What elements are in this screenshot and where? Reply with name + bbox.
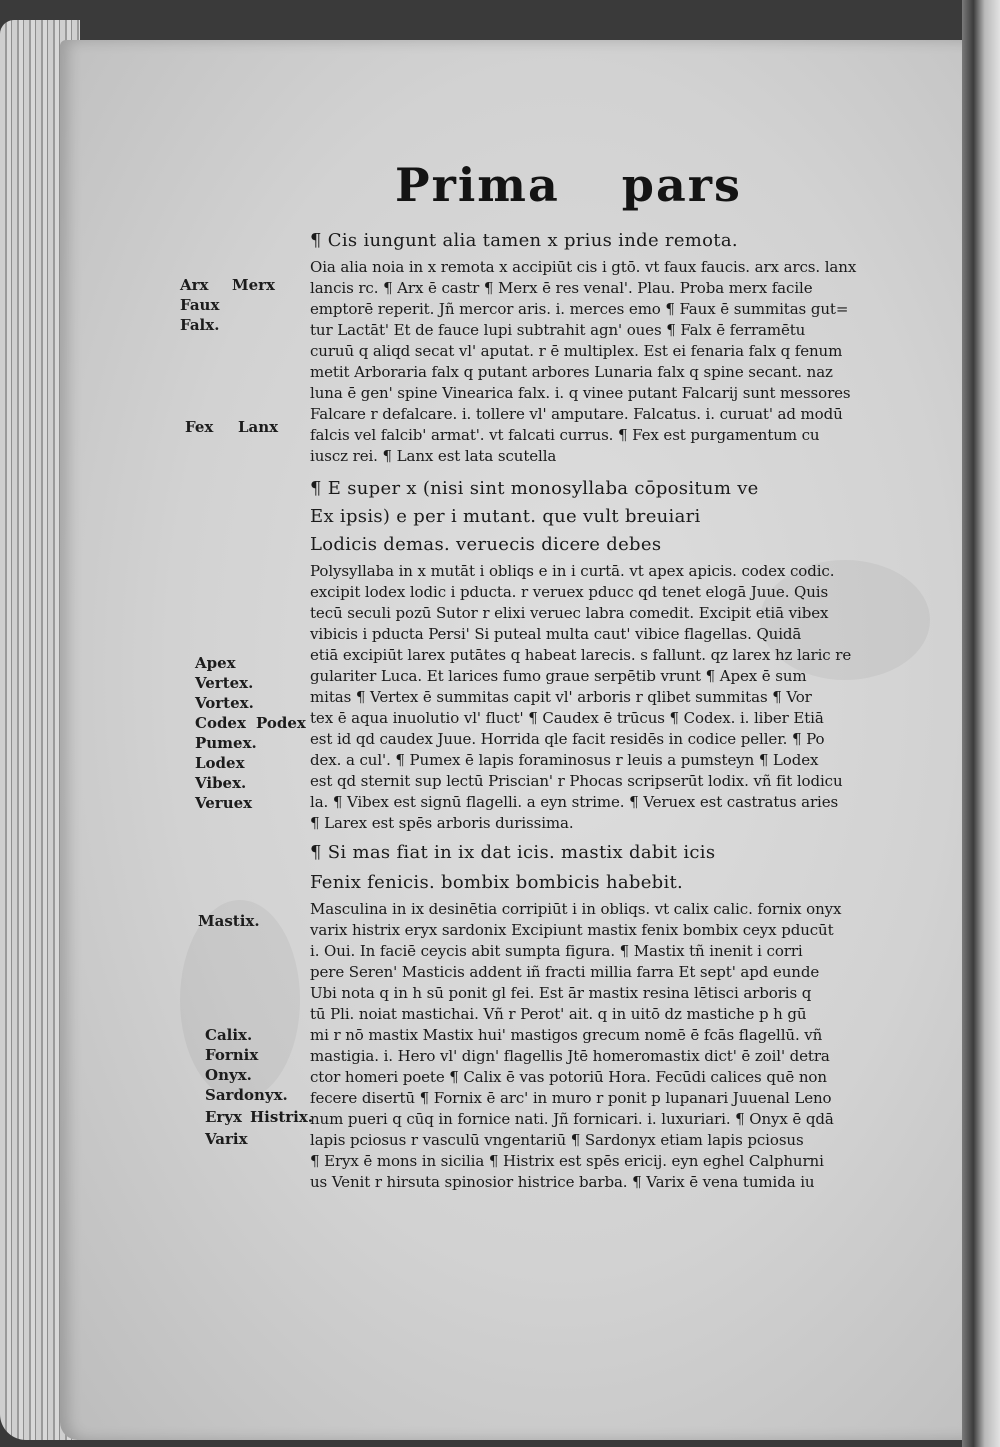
text-line: est id qd caudex Juue. Horrida qle facit residēs in codice peller. ¶ Po <box>310 730 825 748</box>
margin-note: Fornix <box>205 1046 259 1064</box>
text-line: falcis vel falcib' armat'. vt falcati currus. ¶ Fex est purgamentum cu <box>310 426 820 444</box>
margin-note: Veruex <box>195 794 253 812</box>
text-line: fecere disertū ¶ Fornix ē arc' in muro r ponit p lupanari Juuenal Leno <box>310 1089 832 1107</box>
margin-note: Faux <box>180 296 220 314</box>
text-line: vibicis i pducta Persi' Si puteal multa caut' vibice flagellas. Quidā <box>310 625 802 643</box>
margin-note: Calix. <box>205 1026 253 1044</box>
text-line: iuscz rei. ¶ Lanx est lata scutella <box>310 447 557 465</box>
text-line: pere Seren' Masticis addent iñ fracti millia farra Et sept' apd eunde <box>310 963 820 981</box>
margin-note: Mastix. <box>198 912 260 930</box>
margin-note: Merx <box>232 276 275 294</box>
margin-note: Podex <box>256 714 306 732</box>
text-line: la. ¶ Vibex est signū flagelli. a eyn strime. ¶ Veruex est castratus aries <box>310 793 839 811</box>
text-line: Ubi nota q in h sū ponit gl fei. Est ār mastix resina lētisci arboris q <box>310 984 812 1002</box>
margin-note: Pumex. <box>195 734 257 752</box>
text-line: ¶ Si mas fiat in ix dat icis. mastix dabit icis <box>310 842 716 863</box>
text-line: ctor homeri poete ¶ Calix ē vas potoriū Hora. Fecūdi calices quē non <box>310 1068 827 1086</box>
text-line: etiā excipiūt larex putātes q habeat larecis. s fallunt. qz larex hz laric re <box>310 646 852 664</box>
text-line: Polysyllaba in x mutāt i obliqs e in i curtā. vt apex apicis. codex codic. <box>310 562 835 580</box>
text-line: est qd sternit sup lectū Priscian' r Phocas scripserūt lodix. vñ fit lodicu <box>310 772 843 790</box>
text-line: ¶ Cis iungunt alia tamen x prius inde remota. <box>310 230 738 251</box>
text-line: lancis rc. ¶ Arx ē castr ¶ Merx ē res venal'. Plau. Proba merx facile <box>310 279 813 297</box>
text-line: gulariter Luca. Et larices fumo graue serpētib vrunt ¶ Apex ē sum <box>310 667 807 685</box>
text-line: mitas ¶ Vertex ē summitas capit vl' arboris r qlibet summitas ¶ Vor <box>310 688 812 706</box>
text-line: ¶ Eryx ē mons in sicilia ¶ Histrix est spēs ericij. eyn eghel Calphurni <box>310 1152 824 1170</box>
margin-note: Eryx <box>205 1108 242 1126</box>
text-line: Ex ipsis) e per i mutant. que vult breuiari <box>310 506 701 527</box>
text-line: ¶ Larex est spēs arboris durissima. <box>310 814 574 832</box>
margin-note: Lodex <box>195 754 245 772</box>
text-line: tur Lactāt' Et de fauce lupi subtrahit agn' oues ¶ Falx ē ferramētu <box>310 321 806 339</box>
text-line: lapis pciosus r vasculū vngentariū ¶ Sardonyx etiam lapis pciosus <box>310 1131 804 1149</box>
text-line: tex ē aqua inuolutio vl' fluct' ¶ Caudex ē trūcus ¶ Codex. i. liber Etiā <box>310 709 824 727</box>
text-line: i. Oui. In faciē ceycis abit sumpta figura. ¶ Mastix tñ inenit i corri <box>310 942 803 960</box>
margin-note: Fex <box>185 418 214 436</box>
margin-note: Onyx. <box>205 1066 252 1084</box>
text-line: Masculina in ix desinētia corripiūt i in obliqs. vt calix calic. fornix onyx <box>310 900 842 918</box>
text-line: curuū q aliqd secat vl' aputat. r ē multiplex. Est ei fenaria falx q fenum <box>310 342 843 360</box>
text-line: Oia alia noia in x remota x accipiūt cis i gtō. vt faux faucis. arx arcs. lanx <box>310 258 857 276</box>
margin-note: Histrix. <box>250 1108 314 1126</box>
text-line: metit Arboraria falx q putant arbores Lunaria falx q spine secant. naz <box>310 363 833 381</box>
margin-note: Apex <box>195 654 236 672</box>
text-line: us Venit r hirsuta spinosior histrice barba. ¶ Varix ē vena tumida iu <box>310 1173 815 1191</box>
running-head: Prima pars <box>395 158 742 212</box>
margin-note: Codex <box>195 714 246 732</box>
margin-note: Vibex. <box>195 774 247 792</box>
margin-note: Lanx <box>238 418 279 436</box>
text-line: mi r nō mastix Mastix hui' mastigos grecum nomē ē fcās flagellū. vñ <box>310 1026 823 1044</box>
text-line: Lodicis demas. veruecis dicere debes <box>310 534 662 555</box>
text-line: ¶ E super x (nisi sint monosyllaba cōpositum ve <box>310 478 759 499</box>
margin-note: Sardonyx. <box>205 1086 288 1104</box>
text-line: mastigia. i. Hero vl' dign' flagellis Jtē homeromastix dict' ē zoil' detra <box>310 1047 830 1065</box>
margin-note: Falx. <box>180 316 220 334</box>
text-line: Fenix fenicis. bombix bombicis habebit. <box>310 872 684 893</box>
text-line: luna ē gen' spine Vinearica falx. i. q vinee putant Falcarij sunt messores <box>310 384 851 402</box>
margin-note: Varix <box>205 1130 248 1148</box>
margin-note: Vortex. <box>195 694 254 712</box>
text-line: Falcare r defalcare. i. tollere vl' amputare. Falcatus. i. curuat' ad modū <box>310 405 843 423</box>
text-line: num pueri q cūq in fornice nati. Jñ fornicari. i. luxuriari. ¶ Onyx ē qdā <box>310 1110 834 1128</box>
text-line: varix histrix eryx sardonix Excipiunt mastix fenix bombix ceyx pducūt <box>310 921 834 939</box>
text-line: dex. a cul'. ¶ Pumex ē lapis foraminosus r leuis a pumsteyn ¶ Lodex <box>310 751 819 769</box>
text-line: tecū seculi pozū Sutor r elixi veruec labra comedit. Excipit etiā vibex <box>310 604 829 622</box>
margin-note: Arx <box>180 276 209 294</box>
text-line: tū Pli. noiat mastichai. Vñ r Perot' ait. q in uitō dz mastiche p h gū <box>310 1005 807 1023</box>
text-line: emptorē reperit. Jñ mercor aris. i. merces emo ¶ Faux ē summitas gut= <box>310 300 849 318</box>
margin-note: Vertex. <box>195 674 254 692</box>
text-line: excipit lodex lodic i pducta. r veruex pducc qd tenet elogā Juue. Quis <box>310 583 829 601</box>
